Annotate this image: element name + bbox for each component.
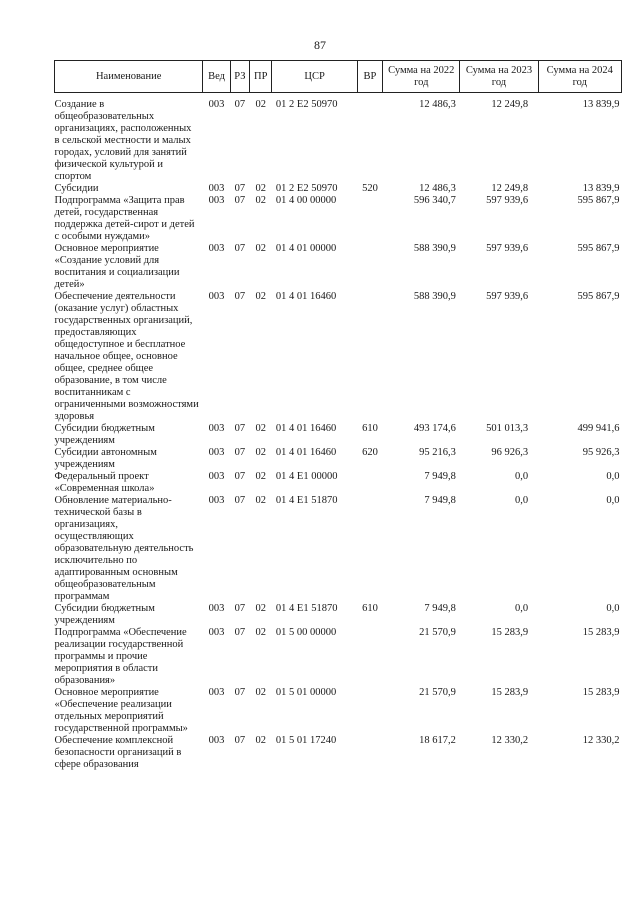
row-sum-2022: 588 390,9 — [413, 291, 456, 302]
row-rz: 07 — [234, 495, 246, 506]
row-sum-2023: 0,0 — [514, 471, 529, 482]
row-sum-2024: 499 941,6 — [577, 423, 620, 434]
row-name: Основное мероприятие «Создание условий для воспитания и социализации детей» — [54, 243, 180, 290]
header-vr: ВР — [357, 61, 382, 93]
row-vr — [357, 99, 382, 183]
row-csr: 01 4 Е1 51870 — [275, 603, 338, 614]
row-rz: 07 — [234, 603, 246, 614]
row-name: Обновление материально-технической базы в организациях, осуществляющих образовательную деятельность исключительно по адаптированным основным общеобразовательным программам — [54, 495, 194, 602]
table-row — [55, 195, 622, 243]
page-number: 87 — [314, 38, 326, 52]
header-pr: ПР — [250, 61, 272, 93]
row-rz: 07 — [234, 687, 246, 698]
row-ved: 003 — [208, 423, 225, 434]
row-sum-2024: 0,0 — [606, 495, 620, 506]
row-name: Обеспечение деятельности (оказание услуг) областных государственных организаций, предоставляющих общедоступное и бесплатное начальное общее, основное общее, среднее общее образование, в том числе воспитанникам с ограниченными возможностями здоровья — [54, 291, 199, 422]
row-name: Основное мероприятие «Обеспечение реализации отдельных мероприятий государственной программы» — [54, 687, 188, 734]
row-sum-2024: 0,0 — [606, 603, 620, 614]
row-rz: 07 — [234, 183, 246, 194]
header-sum-2022: Сумма на 2022 год — [383, 61, 460, 93]
row-pr: 02 — [255, 291, 266, 302]
table-row — [55, 423, 622, 447]
row-vr — [357, 687, 382, 735]
table-row — [55, 495, 622, 603]
row-vr: 610 — [362, 603, 378, 614]
row-sum-2023: 15 283,9 — [491, 687, 529, 698]
row-pr: 02 — [255, 99, 266, 110]
row-sum-2024: 595 867,9 — [577, 291, 620, 302]
table-row — [55, 627, 622, 687]
table-row — [55, 243, 622, 291]
row-rz: 07 — [234, 99, 246, 110]
row-vr: 620 — [362, 447, 378, 458]
row-ved: 003 — [208, 495, 225, 506]
row-sum-2023: 501 013,3 — [486, 423, 529, 434]
row-ved: 003 — [208, 291, 225, 302]
row-vr — [357, 735, 382, 771]
row-vr — [357, 291, 382, 423]
row-sum-2022: 7 949,8 — [424, 603, 456, 614]
row-sum-2023: 597 939,6 — [486, 195, 529, 206]
row-ved: 003 — [208, 195, 225, 206]
header-sum-2024: Сумма на 2024 год — [538, 61, 621, 93]
row-sum-2022: 21 570,9 — [419, 627, 456, 638]
row-rz: 07 — [234, 423, 246, 434]
table-row — [55, 603, 622, 627]
row-vr — [357, 195, 382, 243]
row-sum-2023: 15 283,9 — [491, 627, 529, 638]
row-ved: 003 — [208, 735, 225, 746]
row-sum-2022: 7 949,8 — [424, 471, 456, 482]
row-sum-2023: 12 330,2 — [491, 735, 529, 746]
row-csr: 01 4 01 16460 — [275, 447, 337, 458]
row-csr: 01 4 01 16460 — [275, 423, 337, 434]
row-rz: 07 — [234, 291, 246, 302]
row-sum-2023: 597 939,6 — [486, 291, 529, 302]
row-csr: 01 2 Е2 50970 — [275, 183, 338, 194]
row-pr: 02 — [255, 471, 266, 482]
row-vr — [357, 243, 382, 291]
row-sum-2024: 13 839,9 — [582, 99, 620, 110]
header-name: Наименование — [55, 61, 203, 93]
row-sum-2022: 95 216,3 — [419, 447, 456, 458]
row-sum-2023: 96 926,3 — [491, 447, 529, 458]
row-name: Обеспечение комплексной безопасности организаций в сфере образования — [54, 735, 182, 770]
row-sum-2023: 0,0 — [514, 495, 529, 506]
row-ved: 003 — [208, 99, 225, 110]
row-name: Субсидии автономным учреждениям — [54, 447, 157, 470]
row-ved: 003 — [208, 243, 225, 254]
header-csr: ЦСР — [272, 61, 357, 93]
row-csr: 01 5 01 00000 — [275, 687, 337, 698]
row-pr: 02 — [255, 687, 266, 698]
row-sum-2022: 12 486,3 — [419, 183, 456, 194]
row-vr: 610 — [362, 423, 378, 434]
row-name: Субсидии — [54, 183, 99, 194]
row-pr: 02 — [255, 183, 266, 194]
row-csr: 01 4 01 16460 — [275, 291, 337, 302]
header-rz: РЗ — [230, 61, 249, 93]
row-ved: 003 — [208, 687, 225, 698]
row-sum-2023: 12 249,8 — [491, 99, 529, 110]
row-sum-2022: 12 486,3 — [419, 99, 456, 110]
row-vr — [357, 471, 382, 495]
row-csr: 01 4 00 00000 — [275, 195, 337, 206]
table-row — [55, 447, 622, 471]
table-header-row — [55, 61, 622, 93]
row-csr: 01 4 Е1 51870 — [275, 495, 338, 506]
row-pr: 02 — [255, 423, 266, 434]
row-rz: 07 — [234, 471, 246, 482]
row-csr: 01 4 01 00000 — [275, 243, 337, 254]
row-sum-2024: 12 330,2 — [582, 735, 620, 746]
budget-table — [54, 60, 622, 771]
row-rz: 07 — [234, 243, 246, 254]
row-ved: 003 — [208, 447, 225, 458]
table-row — [55, 687, 622, 735]
table-row — [55, 471, 622, 495]
row-sum-2023: 12 249,8 — [491, 183, 529, 194]
row-sum-2024: 15 283,9 — [582, 687, 620, 698]
row-ved: 003 — [208, 183, 225, 194]
row-pr: 02 — [255, 195, 266, 206]
row-vr — [357, 627, 382, 687]
row-name: Субсидии бюджетным учреждениям — [54, 423, 155, 446]
header-ved: Вед — [203, 61, 230, 93]
row-rz: 07 — [234, 735, 246, 746]
row-ved: 003 — [208, 627, 225, 638]
row-sum-2023: 597 939,6 — [486, 243, 529, 254]
table-row — [55, 183, 622, 195]
row-sum-2022: 596 340,7 — [413, 195, 456, 206]
row-csr: 01 5 00 00000 — [275, 627, 337, 638]
row-pr: 02 — [255, 603, 266, 614]
row-pr: 02 — [255, 243, 266, 254]
row-sum-2024: 15 283,9 — [582, 627, 620, 638]
row-sum-2024: 0,0 — [606, 471, 620, 482]
row-name: Подпрограмма «Обеспечение реализации государственной программы и прочие мероприятия в области образования» — [54, 627, 187, 686]
row-ved: 003 — [208, 603, 225, 614]
row-sum-2024: 13 839,9 — [582, 183, 620, 194]
row-sum-2022: 493 174,6 — [413, 423, 456, 434]
row-name: Создание в общеобразовательных организациях, расположенных в сельской местности и малых городах, условий для занятий физической культурой и спортом — [54, 99, 192, 182]
table-row — [55, 291, 622, 423]
row-sum-2024: 95 926,3 — [582, 447, 620, 458]
header-sum-2023: Сумма на 2023 год — [460, 61, 538, 93]
row-name: Субсидии бюджетным учреждениям — [54, 603, 155, 626]
row-rz: 07 — [234, 627, 246, 638]
row-sum-2022: 7 949,8 — [424, 495, 456, 506]
row-sum-2022: 18 617,2 — [419, 735, 456, 746]
table-row — [55, 99, 622, 183]
row-pr: 02 — [255, 495, 266, 506]
row-sum-2022: 21 570,9 — [419, 687, 456, 698]
row-vr — [357, 495, 382, 603]
row-pr: 02 — [255, 447, 266, 458]
row-csr: 01 5 01 17240 — [275, 735, 337, 746]
row-sum-2022: 588 390,9 — [413, 243, 456, 254]
row-name: Федеральный проект «Современная школа» — [54, 471, 155, 494]
row-sum-2024: 595 867,9 — [577, 243, 620, 254]
table-row — [55, 735, 622, 771]
row-sum-2024: 595 867,9 — [577, 195, 620, 206]
row-name: Подпрограмма «Защита прав детей, государственная поддержка детей-сирот и детей с особыми нуждами» — [54, 195, 195, 242]
row-csr: 01 4 Е1 00000 — [275, 471, 338, 482]
row-rz: 07 — [234, 195, 246, 206]
row-ved: 003 — [208, 471, 225, 482]
row-rz: 07 — [234, 447, 246, 458]
row-sum-2023: 0,0 — [514, 603, 529, 614]
row-pr: 02 — [255, 735, 266, 746]
row-pr: 02 — [255, 627, 266, 638]
row-csr: 01 2 Е2 50970 — [275, 99, 338, 110]
row-vr: 520 — [362, 183, 378, 194]
